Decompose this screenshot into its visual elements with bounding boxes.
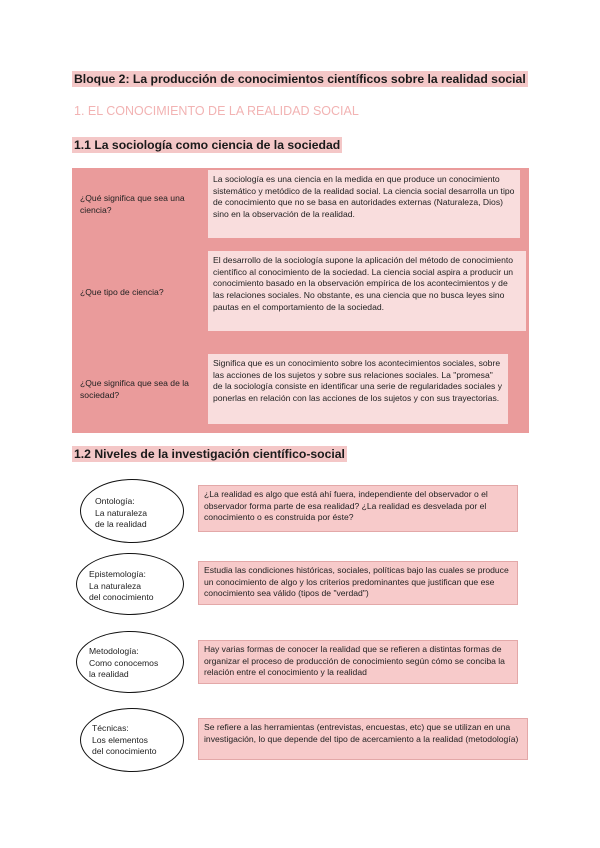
subsection-heading-1-1: 1.1 La sociología como ciencia de la sociedad [74, 138, 341, 152]
level-description: Hay varias formas de conocer la realidad que se refieren a distintas formas de organizar el proceso de producción de conocimiento según cómo se conciba la relación entre el conocimiento y la realidad [198, 640, 518, 684]
level-label: Metodología: Como conocemos la realidad [89, 646, 159, 679]
qa-answer: Significa que es un conocimiento sobre los acontecimientos sociales, sobre las acciones de los sujetos y sobre sus relaciones sociales. La "promesa" de la sociología consiste en identificar una serie de regularidades sociales y ponerlas en relación con las acciones de los sujetos y con sus trayectorias. [208, 354, 508, 424]
qa-answer: El desarrollo de la sociología supone la aplicación del método de conocimiento científico al conocimiento de la sociedad. La ciencia social aspira a producir un conocimiento basado en la observación empírica de los acontecimientos y de las relaciones sociales. No obstante, es una ciencia que no busca leyes sino pautas en el comportamiento de la sociedad. [208, 251, 526, 331]
level-label: Epistemología: La naturaleza del conocimiento [89, 569, 154, 602]
qa-question: ¿Qué significa que sea una ciencia? [80, 193, 185, 215]
qa-question: ¿Que tipo de ciencia? [80, 287, 164, 297]
level-description: ¿La realidad es algo que está ahí fuera, independiente del observador o el observador forma parte de esa realidad? ¿La realidad es desvelada por el conocimiento o es construida por éste? [198, 485, 518, 532]
level-description: Se refiere a las herramientas (entrevistas, encuestas, etc) que se utilizan en una investigación, lo que depende del tipo de acercamiento a la realidad (metodología) [198, 718, 528, 760]
qa-question: ¿Que significa que sea de la sociedad? [80, 378, 189, 400]
page-title: Bloque 2: La producción de conocimientos científicos sobre la realidad social [74, 72, 526, 86]
level-label: Técnicas: Los elementos del conocimiento [92, 723, 157, 756]
section-heading: 1. EL CONOCIMIENTO DE LA REALIDAD SOCIAL [74, 104, 359, 118]
level-description: Estudia las condiciones históricas, sociales, políticas bajo las cuales se produce un conocimiento de algo y los criterios predominantes que justifican que ese conocimiento sea válido (tipos de "verdad") [198, 561, 518, 605]
qa-answer: La sociología es una ciencia en la medida en que produce un conocimiento sistemático y metódico de la realidad social. La ciencia social desarrolla un tipo de conocimiento que no se basa en autoridades externas (Naturaleza, Dios) sino en la observación de la realidad. [208, 170, 520, 238]
level-label: Ontología: La naturaleza de la realidad [95, 496, 148, 529]
subsection-heading-1-2: 1.2 Niveles de la investigación científico-social [74, 447, 345, 461]
